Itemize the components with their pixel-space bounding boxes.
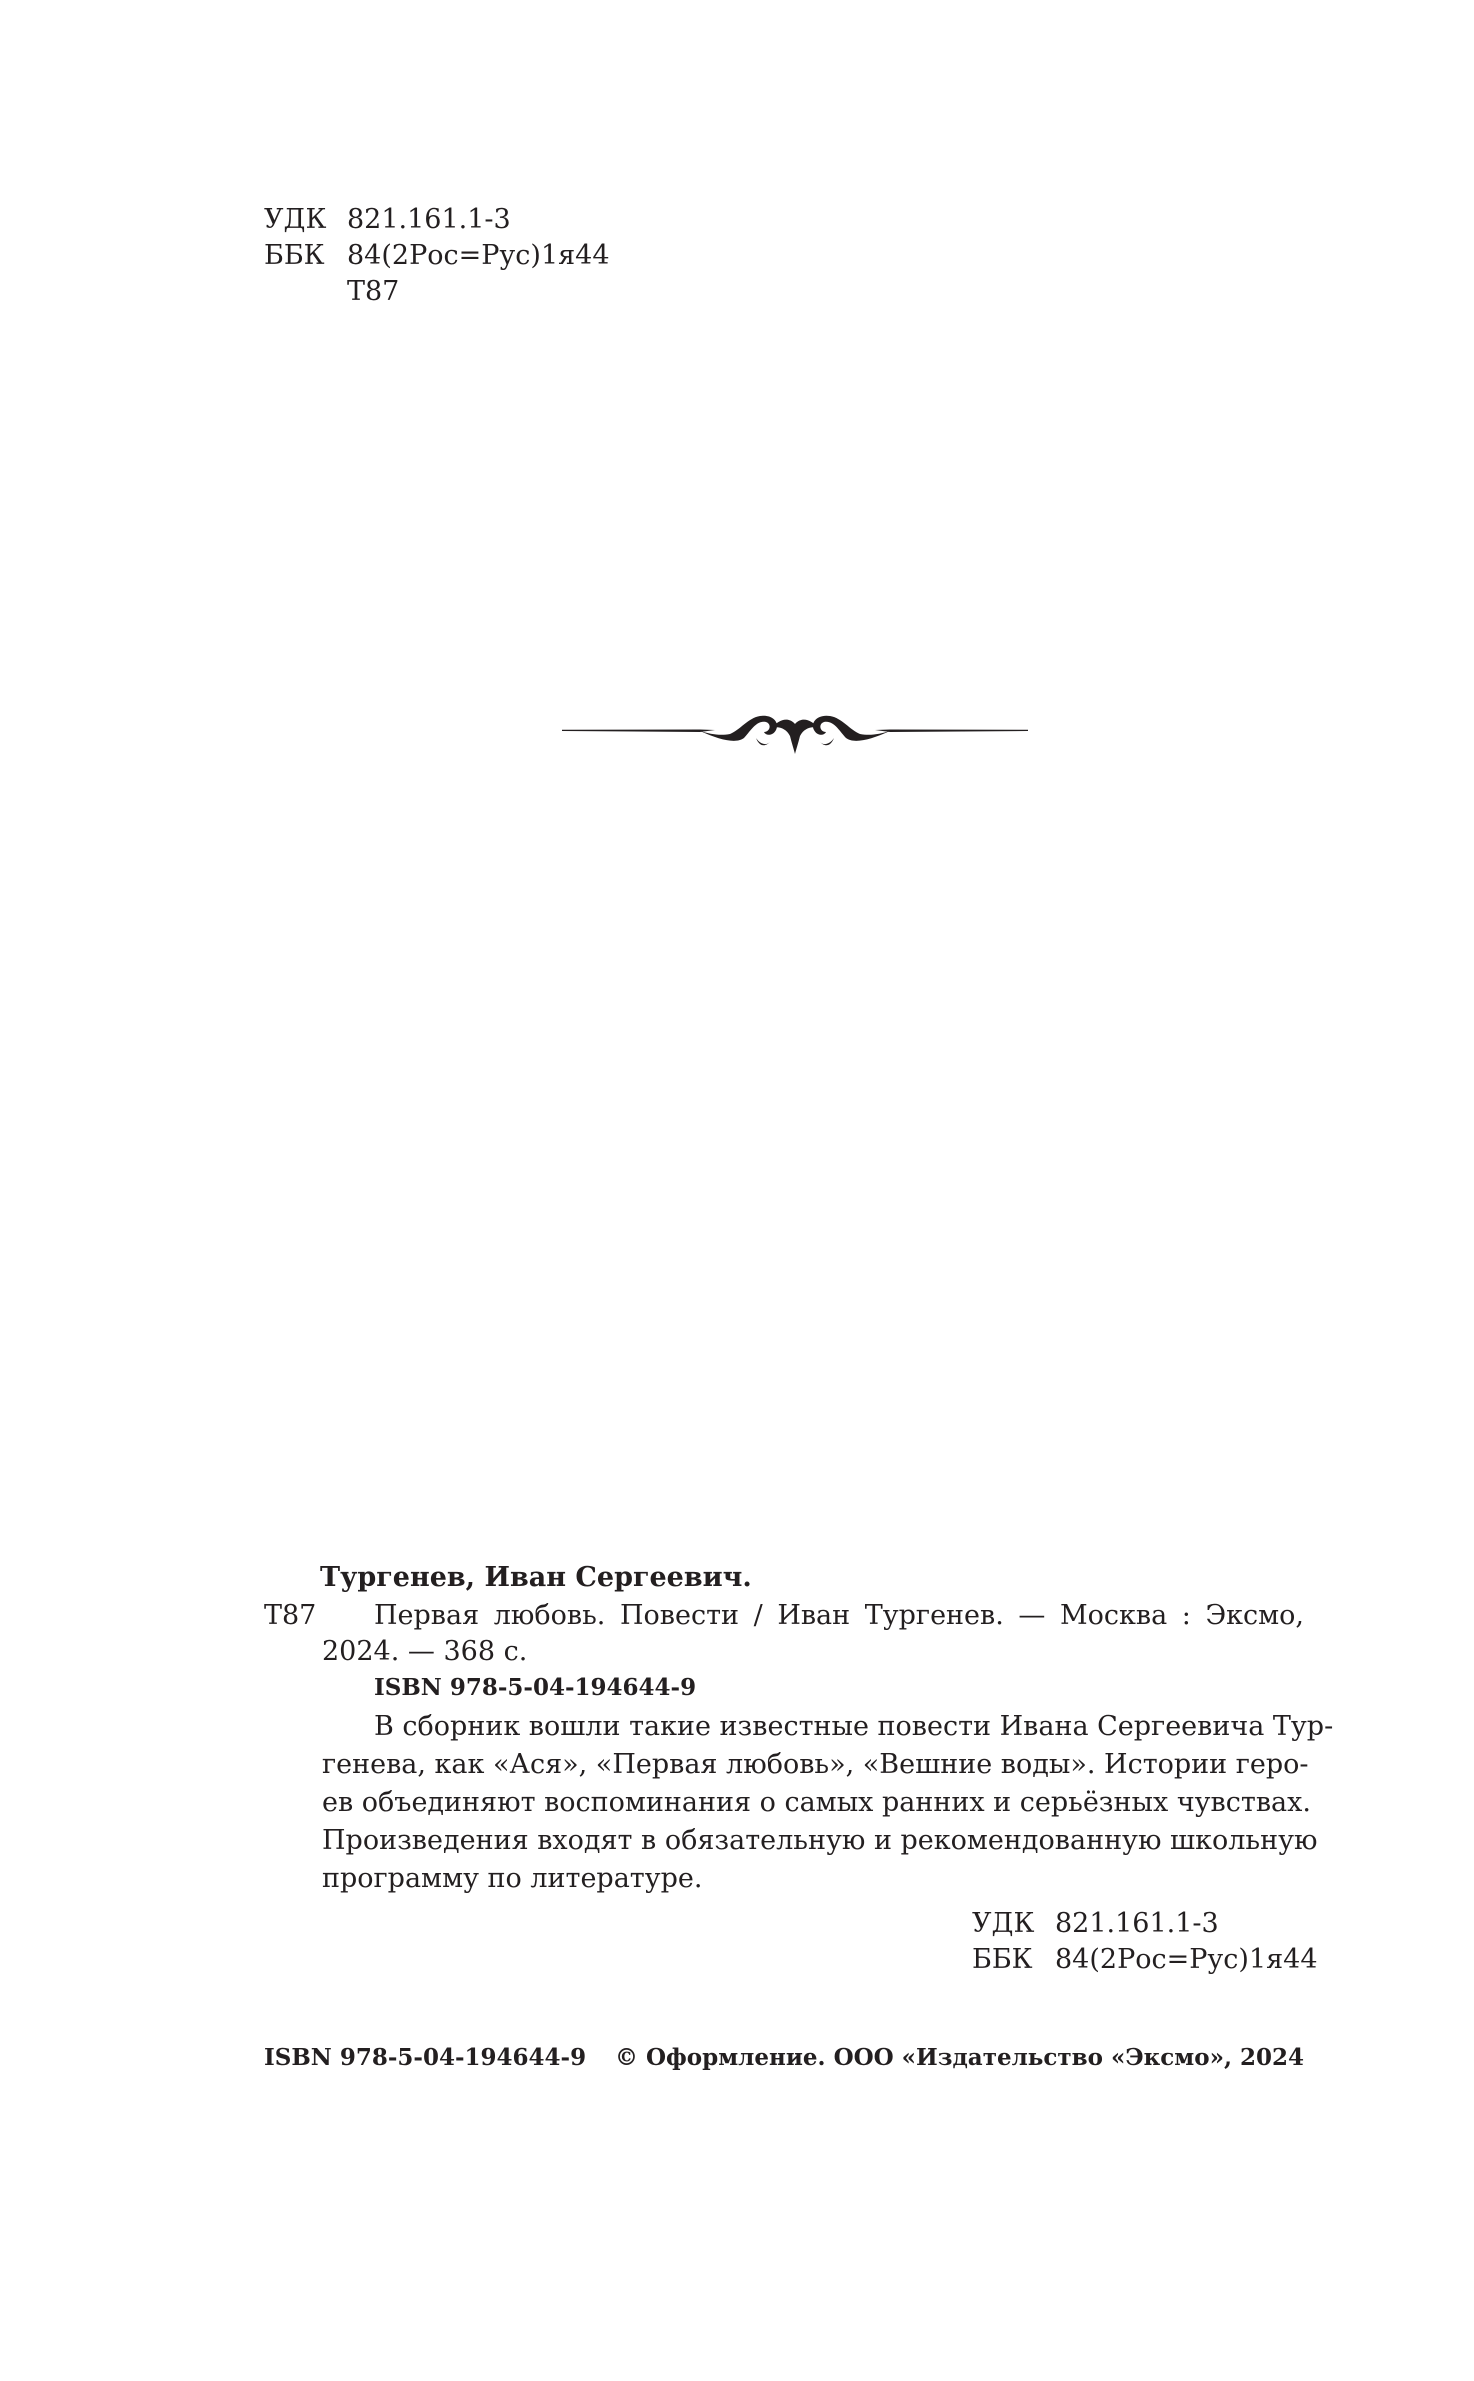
bibliographic-line-2: 2024. — 368 с.	[322, 1636, 528, 1667]
annotation-line: Произведения входят в обязательную и рекомендованную школьную	[322, 1825, 1318, 1856]
udk-row-top	[264, 202, 511, 238]
bbk-value: 84(2Рос=Рус)1я44	[1055, 1944, 1318, 1975]
annotation-line: программу по литературе.	[322, 1863, 703, 1894]
decorative-flourish-icon	[560, 700, 1030, 760]
udk-row-bottom	[972, 1906, 1219, 1942]
udk-label: УДК	[972, 1908, 1035, 1939]
author-sign: Т87	[264, 1600, 317, 1631]
bbk-label: ББК	[972, 1944, 1033, 1975]
bbk-value: 84(2Рос=Рус)1я44	[347, 240, 610, 271]
author-sign-top: Т87	[347, 276, 400, 307]
record-isbn: ISBN 978-5-04-194644-9	[374, 1674, 697, 1701]
udk-value: 821.161.1-3	[347, 204, 511, 235]
bbk-row-top	[264, 238, 610, 274]
author-heading: Тургенев, Иван Сергеевич.	[320, 1562, 752, 1593]
annotation-paragraph	[322, 1708, 1334, 1898]
bbk-row-bottom	[972, 1942, 1318, 1978]
footer-isbn: ISBN 978-5-04-194644-9	[264, 2044, 587, 2071]
annotation-line: генева, как «Ася», «Первая любовь», «Вешние воды». Истории геро-	[322, 1749, 1309, 1780]
udk-label: УДК	[264, 204, 327, 235]
bibliographic-entry	[322, 1598, 1304, 1670]
bbk-label: ББК	[264, 240, 325, 271]
bibliographic-line-1: Первая любовь. Повести / Иван Тургенев. — Москва : Эксмо,	[374, 1600, 1304, 1631]
udk-value: 821.161.1-3	[1055, 1908, 1219, 1939]
annotation-line: В сборник вошли такие известные повести Ивана Сергеевича Тур-	[374, 1711, 1334, 1742]
footer-copyright: © Оформление. ООО «Издательство «Эксмо», 2024	[614, 2044, 1304, 2071]
annotation-line: ев объединяют воспоминания о самых ранних и серьёзных чувствах.	[322, 1787, 1311, 1818]
